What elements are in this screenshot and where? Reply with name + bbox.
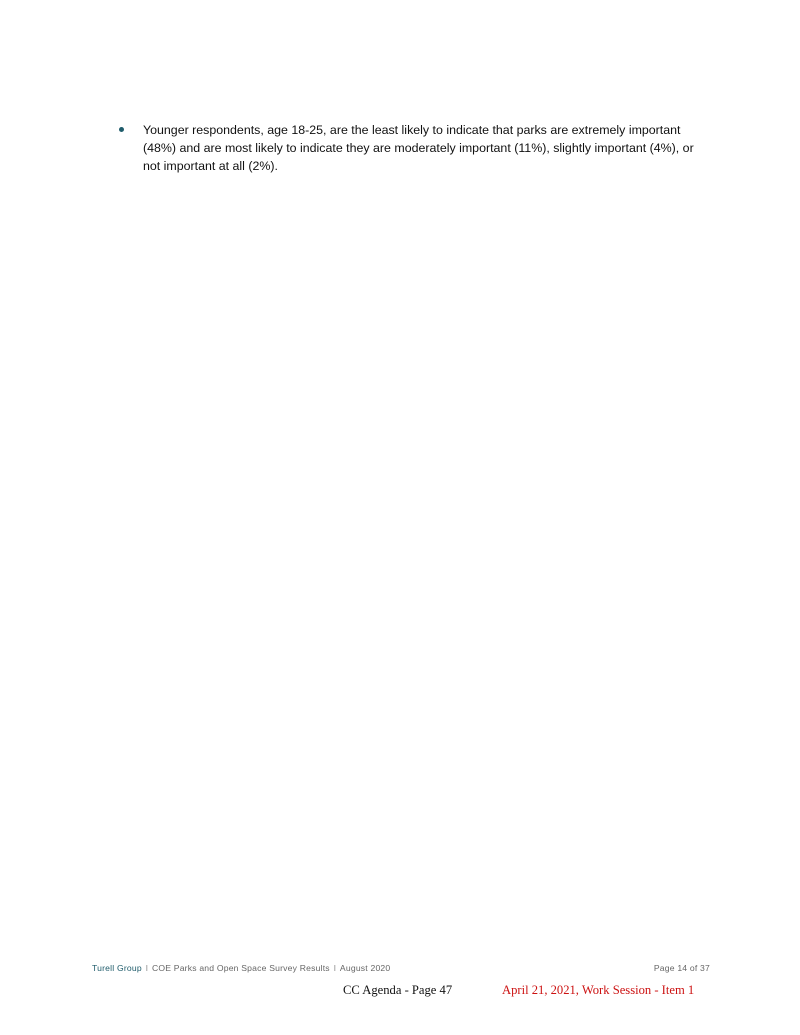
work-session-stamp: April 21, 2021, Work Session - Item 1 — [502, 983, 695, 997]
footer-date: August 2020 — [339, 963, 391, 973]
bullet-text: Younger respondents, age 18-25, are the least likely to indicate that parks are extremely important (48%) and are most likely to indicate they are moderately important (11%), slightly important (4%), or not important at all (2%). — [143, 123, 694, 173]
bullet-icon — [119, 127, 124, 132]
footer-left — [92, 963, 390, 973]
footer-page-number: Page 14 of 37 — [653, 963, 710, 973]
footer-brand: Turell Group — [92, 963, 142, 973]
agenda-page-stamp: CC Agenda - Page 47 — [343, 983, 453, 997]
bullet-list — [119, 121, 709, 175]
footer-separator: l — [333, 963, 336, 973]
page-footer — [92, 963, 710, 977]
list-item — [119, 121, 709, 175]
footer-separator: l — [145, 963, 148, 973]
footer-report-title: COE Parks and Open Space Survey Results — [151, 963, 330, 973]
